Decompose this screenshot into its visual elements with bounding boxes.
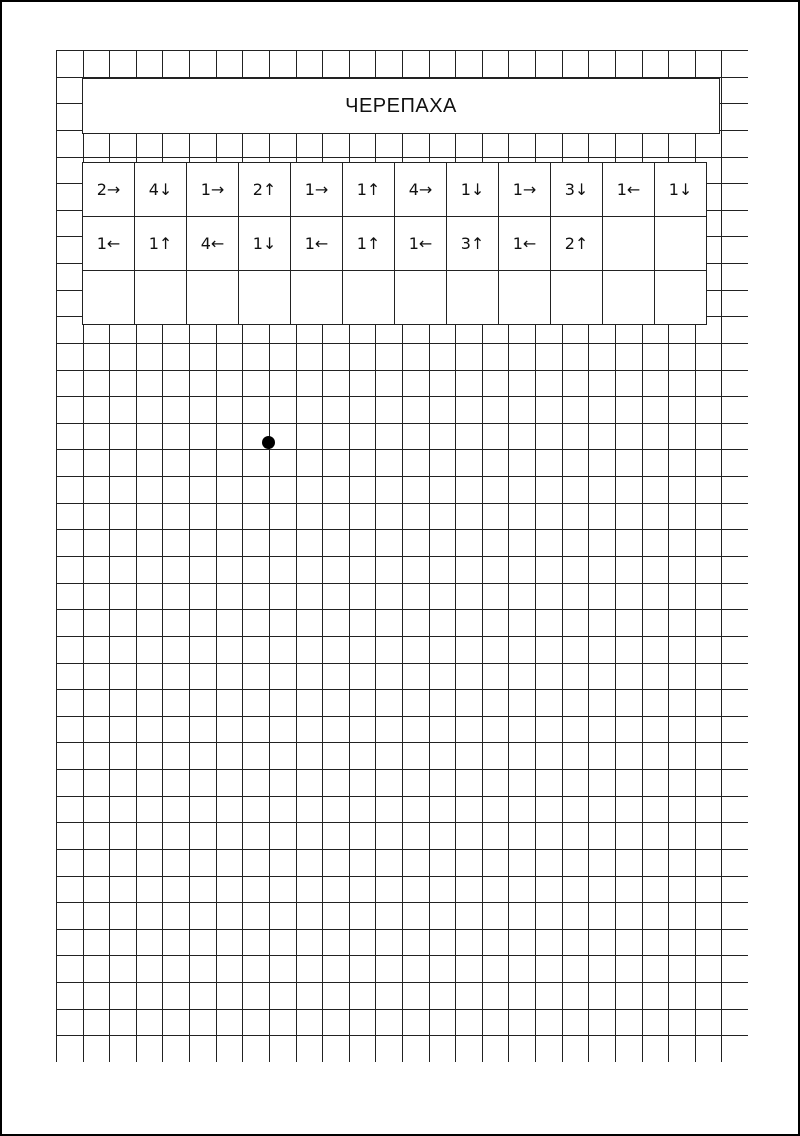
- command-cell: 1←: [395, 217, 447, 271]
- command-cell: [395, 271, 447, 325]
- command-cell: 1→: [187, 163, 239, 217]
- command-cell: 2↑: [551, 217, 603, 271]
- command-cell: 1←: [499, 217, 551, 271]
- command-cell: [291, 271, 343, 325]
- title-box: [82, 78, 720, 134]
- command-cell: 4→: [395, 163, 447, 217]
- command-cell: 2↑: [239, 163, 291, 217]
- command-cell: 1↓: [447, 163, 499, 217]
- command-table: [82, 162, 707, 325]
- command-cell: [655, 271, 707, 325]
- command-cell: [499, 271, 551, 325]
- command-row: [83, 271, 707, 325]
- start-point: [262, 436, 275, 449]
- command-row: [83, 163, 707, 217]
- command-cell: 1←: [83, 217, 135, 271]
- command-cell: [603, 217, 655, 271]
- command-cell: 1↓: [655, 163, 707, 217]
- page-title: ЧЕРЕПАХА: [345, 94, 457, 117]
- command-cell: [551, 271, 603, 325]
- command-cell: 1↓: [239, 217, 291, 271]
- command-cell: 1→: [499, 163, 551, 217]
- command-cell: [603, 271, 655, 325]
- command-cell: 1←: [291, 217, 343, 271]
- command-cell: [239, 271, 291, 325]
- command-cell: 3↓: [551, 163, 603, 217]
- command-cell: [343, 271, 395, 325]
- command-cell: [447, 271, 499, 325]
- command-cell: 1↑: [135, 217, 187, 271]
- command-cell: 3↑: [447, 217, 499, 271]
- command-cell: 1→: [291, 163, 343, 217]
- command-cell: 2→: [83, 163, 135, 217]
- command-cell: [135, 271, 187, 325]
- command-cell: 1↑: [343, 217, 395, 271]
- command-cell: 1↑: [343, 163, 395, 217]
- command-cell: 4↓: [135, 163, 187, 217]
- command-cell: 4←: [187, 217, 239, 271]
- command-cell: [187, 271, 239, 325]
- command-cell: 1←: [603, 163, 655, 217]
- command-cell: [83, 271, 135, 325]
- command-row: [83, 217, 707, 271]
- command-cell: [655, 217, 707, 271]
